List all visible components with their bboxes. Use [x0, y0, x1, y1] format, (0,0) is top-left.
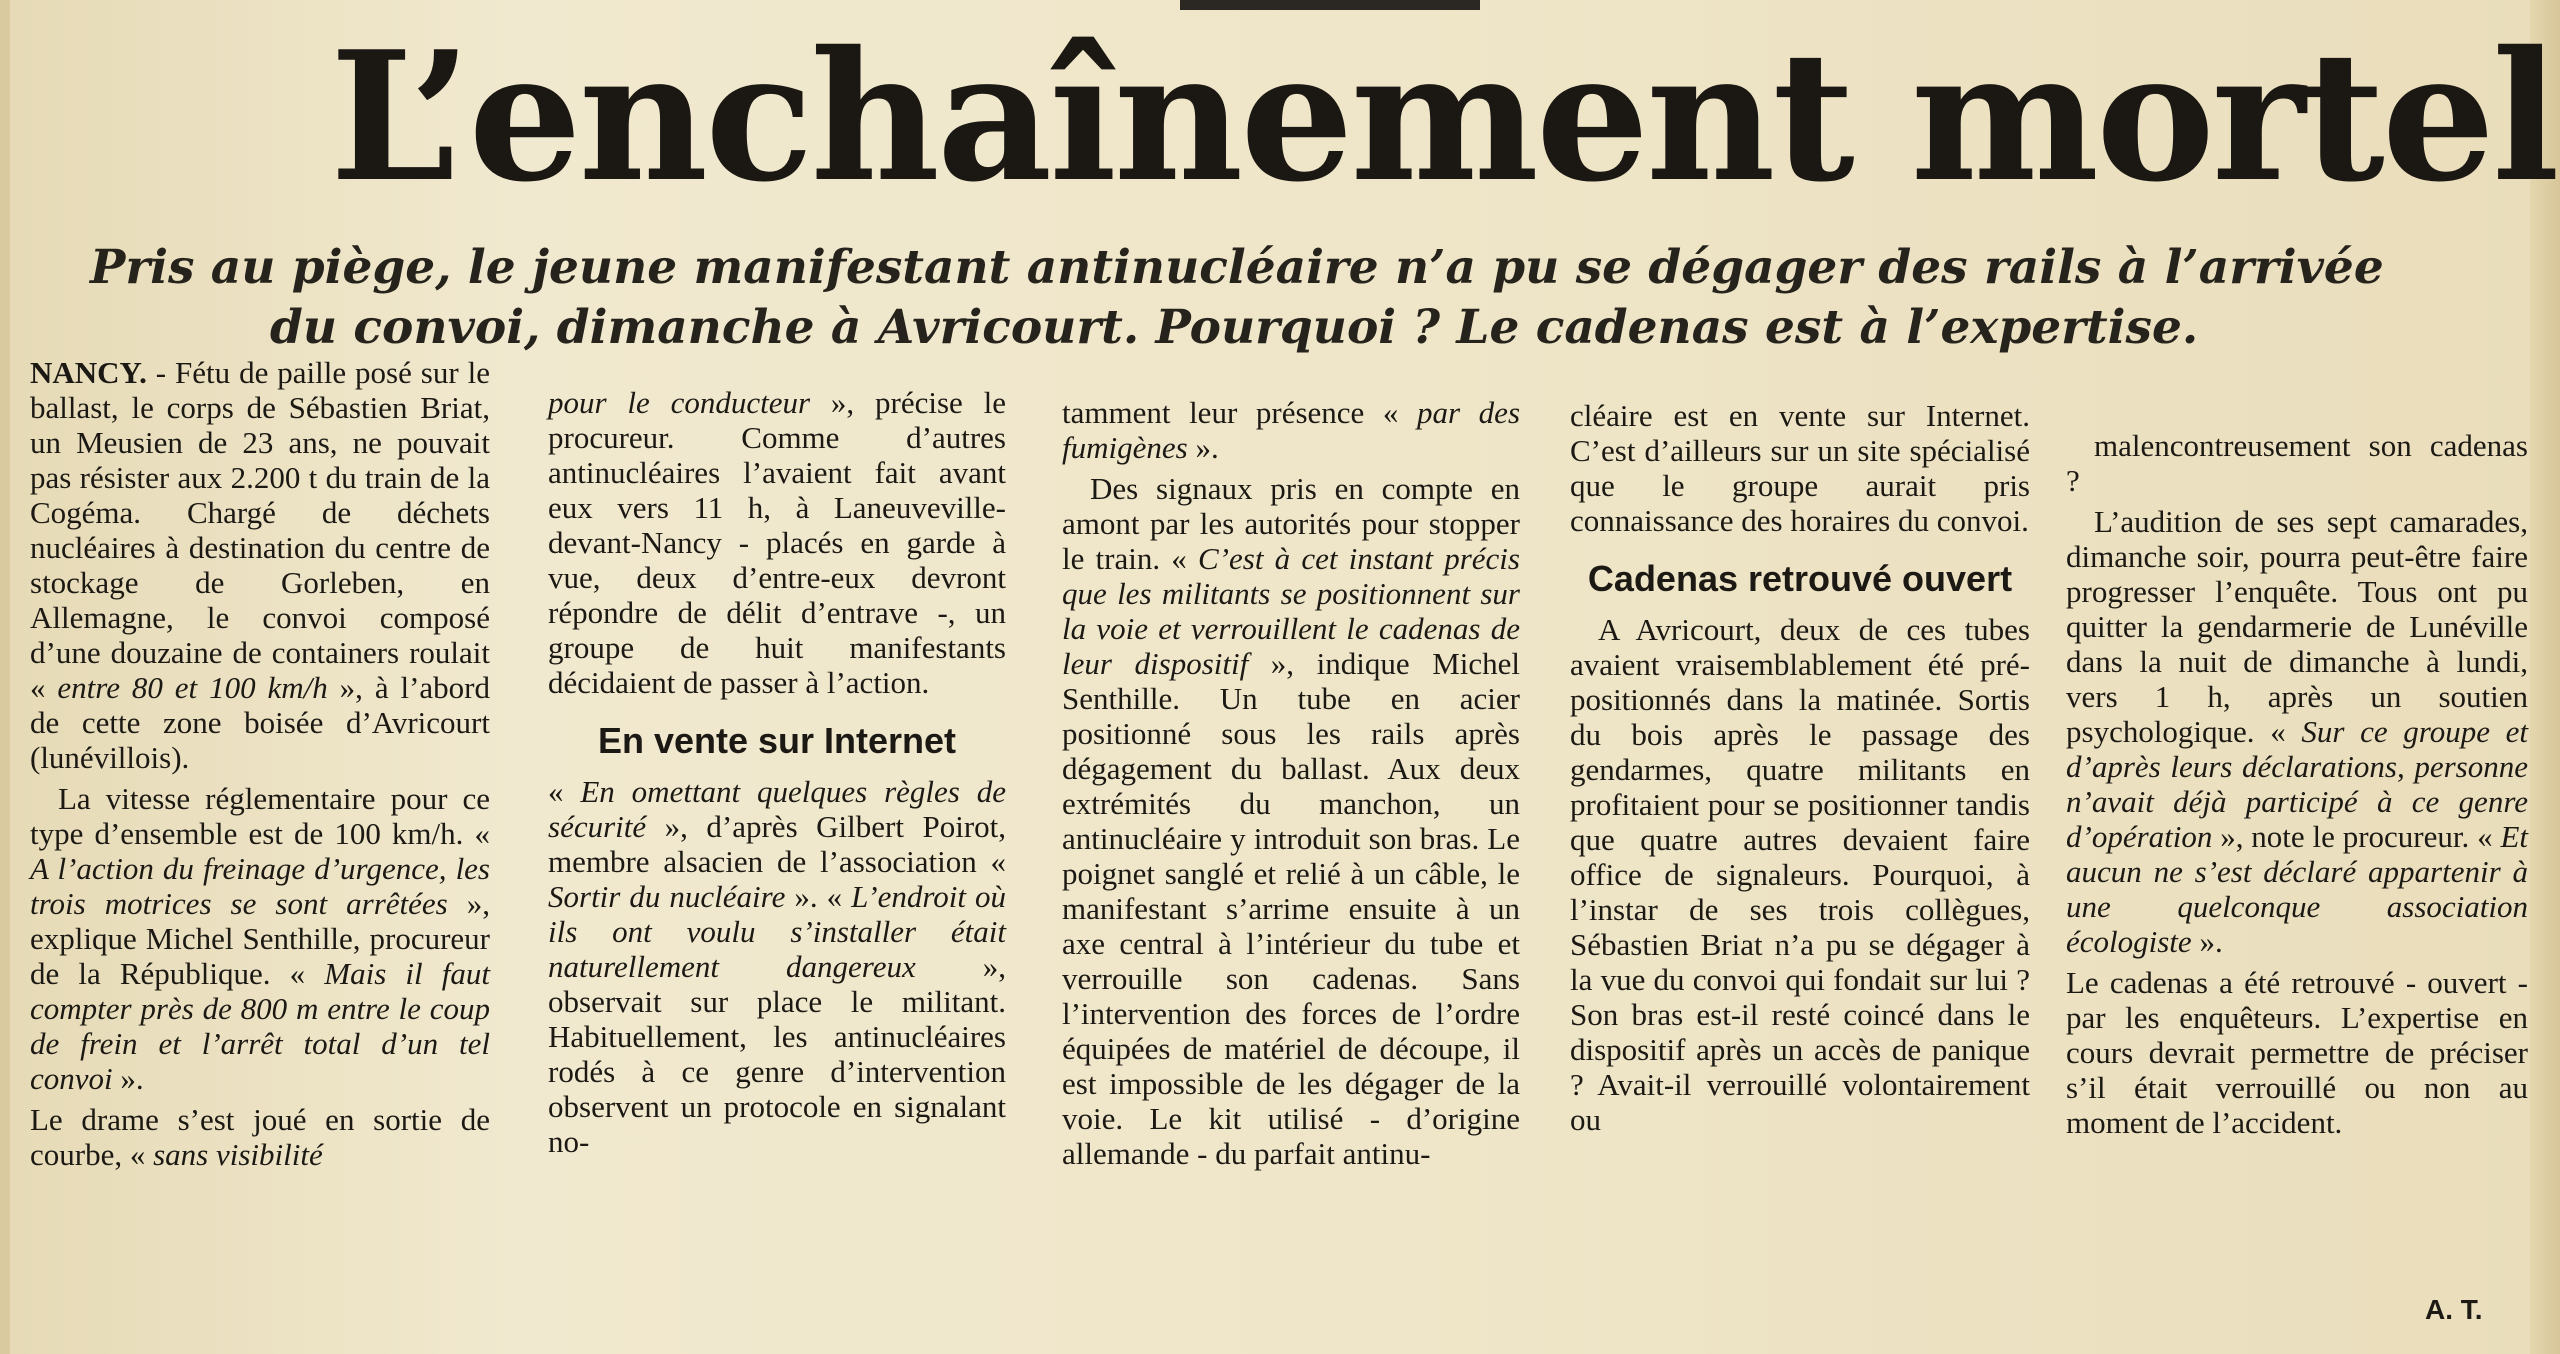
headline: L’enchaînement mortel — [330, 12, 2557, 221]
deck-line-2: du convoi, dimanche à Avricourt. Pourquoi ? Le cadenas est à l’expertise. — [270, 300, 2199, 355]
subhead-cadenas: Cadenas retrouvé ouvert — [1587, 558, 2013, 599]
column-2 — [548, 385, 1006, 1165]
dateline: NANCY. — [30, 355, 147, 390]
column-5 — [2066, 428, 2528, 1146]
paragraph: Le cadenas a été retrouvé - ouvert - par les enquêteurs. L’expertise en cours devrait permettre de préciser s’il était verrouillé ou non au moment de l’accident. — [2066, 965, 2528, 1140]
paragraph: « En omettant quelques règles de sécurité », d’après Gilbert Poirot, membre alsacien de l’association « Sortir du nucléaire ». « L’endroit où ils ont voulu s’installer était naturellement dangereux », observait sur place le militant. Habituellement, les antinucléaires rodés à ce genre d’intervention observent un protocole en signalant no- — [548, 774, 1006, 1159]
paragraph: cléaire est en vente sur Internet. C’est d’ailleurs sur un site spécialisé que le groupe aurait pris connaissance des horaires du convoi. — [1570, 398, 2030, 538]
paragraph: La vitesse réglementaire pour ce type d’ensemble est de 100 km/h. « A l’action du freinage d’urgence, les trois motrices se sont arrêtées », explique Michel Senthille, procureur de la République. « Mais il faut compter près de 800 m entre le coup de frein et l’arrêt total d’un tel convoi ». — [30, 781, 491, 1096]
column-3 — [1062, 395, 1520, 1177]
deck-line-1: Pris au piège, le jeune manifestant antinucléaire n’a pu se dégager des rails à l’arrivée — [90, 240, 2384, 295]
paragraph: tamment leur présence « par des fumigènes ». — [1062, 395, 1521, 465]
page-left-edge — [0, 0, 10, 1354]
section-rule — [1180, 0, 1480, 10]
column-1 — [30, 355, 490, 1178]
subhead-internet: En vente sur Internet — [597, 720, 957, 761]
paragraph: pour le conducteur », précise le procureur. Comme d’autres antinucléaires l’avaient fait avant eux vers 11 h, à Laneuveville-devant-Nancy - placés en garde à vue, deux d’entre-eux devront répondre de délit d’entrave -, un groupe de huit manifestants décidaient de passer à l’action. — [548, 385, 1006, 700]
column-4 — [1570, 398, 2030, 1143]
byline-signature: A. T. — [2425, 1294, 2483, 1325]
paragraph: malencontreusement son cadenas ? — [2066, 428, 2528, 498]
deck — [90, 238, 2390, 358]
paragraph: NANCY. - Fétu de paille posé sur le ballast, le corps de Sébastien Briat, un Meusien de 23 ans, ne pouvait pas résister aux 2.200 t du train de la Cogéma. Chargé de déchets nucléaires à destination du centre de stockage de Gorleben, en Allemagne, le convoi composé d’une douzaine de containers roulait « entre 80 et 100 km/h », à l’abord de cette zone boisée d’Avricourt (lunévillois). — [30, 355, 491, 775]
paragraph: Le drame s’est joué en sortie de courbe, « sans visibilité — [30, 1102, 490, 1172]
paragraph: Des signaux pris en compte en amont par les autorités pour stopper le train. « C’est à cet instant précis que les militants se positionnent sur la voie et verrouillent le cadenas de leur dispositif », indique Michel Senthille. Un tube en acier positionné sous les rails après dégagement du ballast. Aux deux extrémités du manchon, un antinucléaire y introduit son bras. Le poignet sanglé et relié à un câble, le manifestant s’arrime ensuite à un axe central à l’intérieur du tube et verrouille son cadenas. Sans l’intervention des forces de l’ordre équipées de matériel de découpe, il est impossible de les dégager de la voie. Le kit utilisé - d’origine allemande - du parfait antinu- — [1062, 471, 1520, 1171]
paragraph: A Avricourt, deux de ces tubes avaient vraisemblablement été pré-positionnés dans la matinée. Sortis du bois après le passage des gendarmes, quatre militants en profitaient pour se positionner tandis que quatre autres devaient faire office de signaleurs. Pourquoi, à l’instar de ses trois collègues, Sébastien Briat n’a pu se dégager à la vue du convoi qui fondait sur lui ? Son bras est-il resté coincé dans le dispositif après un accès de panique ? Avait-il verrouillé volontairement ou — [1570, 612, 2030, 1137]
paragraph: L’audition de ses sept camarades, dimanche soir, pourra peut-être faire progresser l’enquête. Tous ont pu quitter la gendarmerie de Lunéville dans la nuit de dimanche à lundi, vers 1 h, après un soutien psychologique. « Sur ce groupe et d’après leurs déclarations, personne n’avait déjà participé à ce genre d’opération », note le procureur. « Et aucun ne s’est déclaré appartenir à une quelconque association écologiste ». — [2066, 504, 2528, 959]
